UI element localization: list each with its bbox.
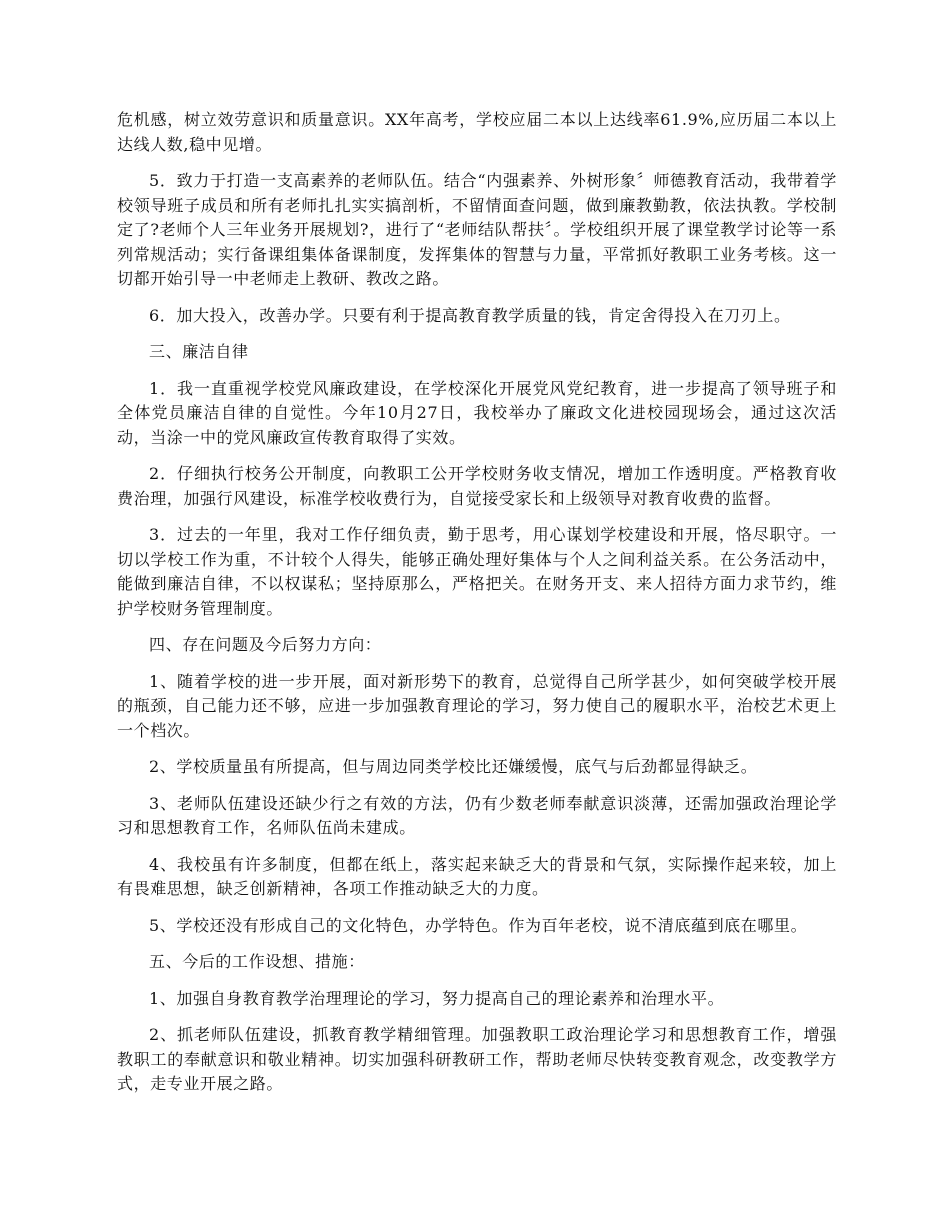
paragraph: 5、学校还没有形成自己的文化特色，办学特色。作为百年老校，说不清底蕴到底在哪里。 (149, 915, 808, 935)
section-heading: 五、今后的工作设想、措施： (149, 952, 365, 971)
paragraph: 3、老师队伍建设还缺少行之有效的方法，仍有少数老师奉献意识淡薄，还需加强政治理论学习和思想教育工作，名师队伍尚未建成。 (117, 793, 837, 837)
paragraph: 2．仔细执行校务公开制度，向教职工公开学校财务收支情况，增加工作透明度。严格教育收费治理，加强行风建设，标准学校收费行为，自觉接受家长和上级领导对教育收费的监督。 (117, 464, 837, 508)
paragraph: 1．我一直重视学校党风廉政建设，在学校深化开展党风党纪教育，进一步提高了领导班子和全体党员廉洁自律的自觉性。今年10月27日，我校举办了廉政文化进校园现场会，通过这次活动，当涂一中的党风廉政宣传教育取得了实效。 (117, 378, 837, 447)
section-heading: 四、存在问题及今后努力方向： (149, 635, 382, 654)
paragraph: 2、学校质量虽有所提高，但与周边同类学校比还嫌缓慢，底气与后劲都显得缺乏。 (149, 757, 758, 776)
paragraph: 危机感，树立效劳意识和质量意识。XX年高考，学校应届二本以上达线率61.9%,应历届二本以上达线人数,稳中见增。 (117, 110, 837, 154)
paragraph: 6．加大投入，改善办学。只要有利于提高教育教学质量的钱，肯定舍得投入在刀刃上。 (149, 305, 791, 325)
paragraph: 3．过去的一年里，我对工作仔细负责，勤于思考，用心谋划学校建设和开展，恪尽职守。一切以学校工作为重，不计较个人得失，能够正确处理好集体与个人之间利益关系。在公务活动中，能做到廉洁自律，不以权谋私；坚持原那么，严格把关。在财务开支、来人招待方面力求节约，维护学校财务管理制度。 (117, 525, 837, 618)
document-page (117, 108, 837, 1109)
paragraph: 1、加强自身教育教学治理理论的学习，努力提高自己的理论素养和治理水平。 (149, 988, 725, 1008)
paragraph: 5．致力于打造一支高素养的老师队伍。结合“内强素养、外树形象〞师德教育活动，我带着学校领导班子成员和所有老师扎扎实实搞剖析，不留情面查问题，做到廉教勤教，依法执教。学校制定了?老师个人三年业务开展规划?，进行了“老师结队帮扶〞。学校组织开展了课堂教学讨论等一系列常规活动；实行备课组集体备课制度，发挥集体的智慧与力量，平常抓好教职工业务考核。这一切都开始引导一中老师走上教研、教改之路。 (117, 171, 837, 288)
paragraph: 1、随着学校的进一步开展，面对新形势下的教育，总觉得自己所学甚少，如何突破学校开展的瓶颈，自己能力还不够，应进一步加强教育理论的学习，努力使自己的履职水平，治校艺术更上一个档次。 (117, 671, 837, 740)
paragraph: 2、抓老师队伍建设，抓教育教学精细管理。加强教职工政治理论学习和思想教育工作，增强教职工的奉献意识和敬业精神。切实加强科研教研工作，帮助老师尽快转变教育观念，改变教学方式，走专业开展之路。 (117, 1025, 837, 1093)
paragraph: 4、我校虽有许多制度，但都在纸上，落实起来缺乏大的背景和气氛，实际操作起来较，加上有畏难思想，缺乏创新精神，各项工作推动缺乏大的力度。 (117, 854, 837, 898)
section-heading: 三、廉洁自律 (149, 342, 249, 361)
